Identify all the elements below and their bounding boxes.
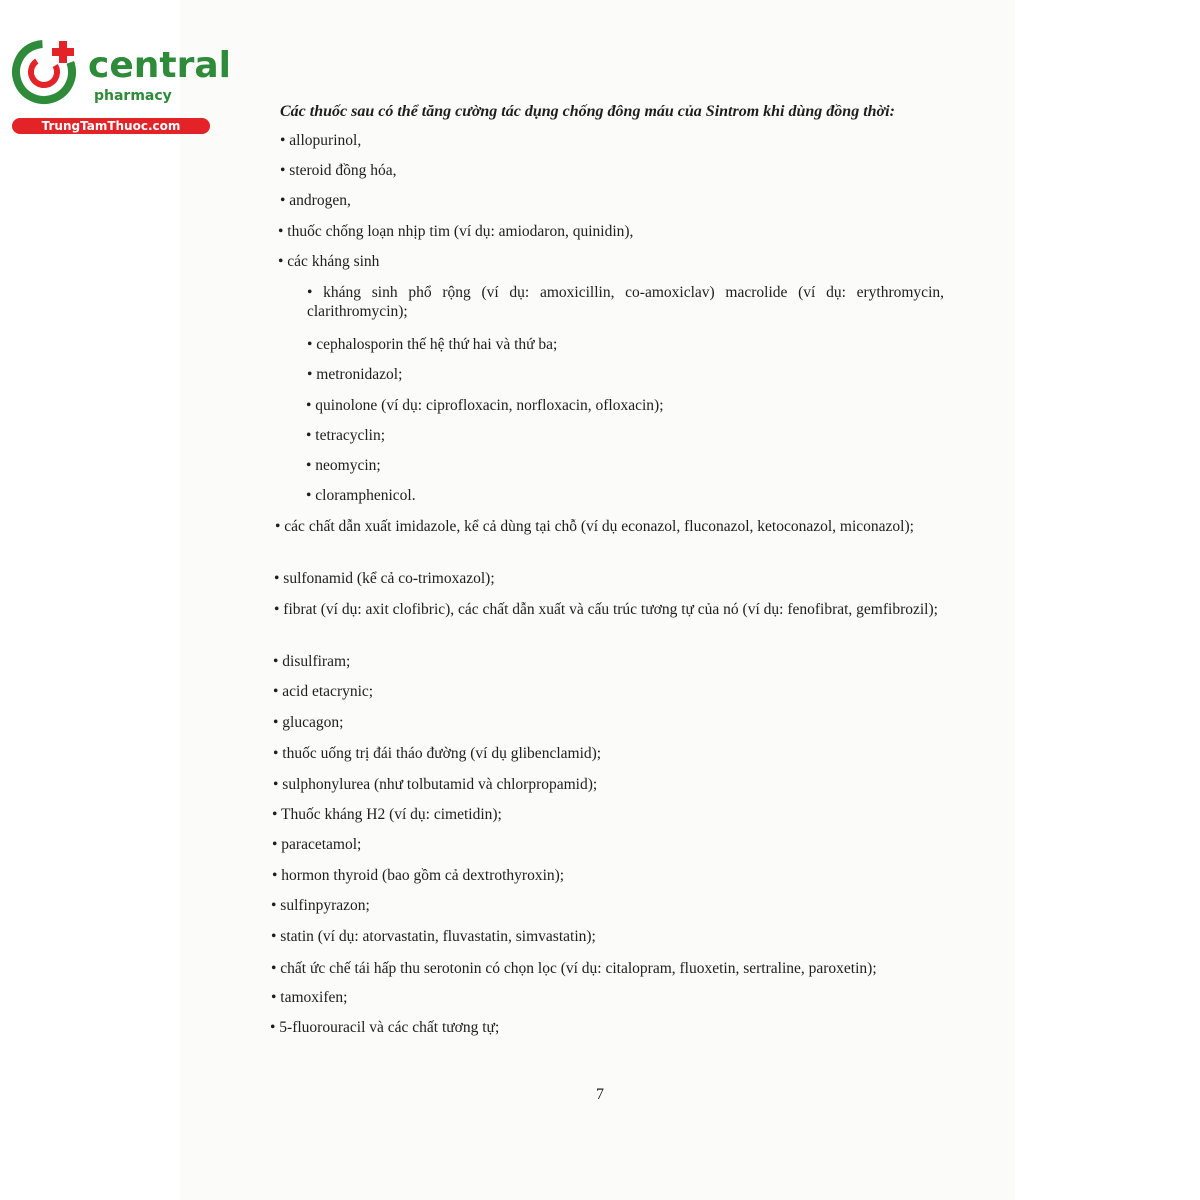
sub-list-item: • cloramphenicol. <box>306 487 416 504</box>
list-item: • paracetamol; <box>272 836 362 853</box>
sub-list-item: • kháng sinh phổ rộng (ví dụ: amoxicillin, co-amoxiclav) macrolide (ví dụ: erythromycin, clarithromycin); <box>307 284 944 320</box>
brand-url-badge[interactable]: TrungTamThuoc.com <box>12 118 210 134</box>
page-number: 7 <box>596 1086 604 1103</box>
list-item: • glucagon; <box>273 714 344 731</box>
list-item: • androgen, <box>280 192 351 209</box>
list-item: • chất ức chế tái hấp thu serotonin có chọn lọc (ví dụ: citalopram, fluoxetin, sertraline, paroxetin); <box>271 960 877 977</box>
list-item: • fibrat (ví dụ: axit clofibric), các chất dẫn xuất và cấu trúc tương tự của nó (ví dụ: fenofibrat, gemfibrozil); <box>274 601 938 618</box>
list-item: • steroid đồng hóa, <box>280 162 397 179</box>
sub-list-item: • cephalosporin thế hệ thứ hai và thứ ba; <box>307 336 558 353</box>
list-item: • acid etacrynic; <box>273 683 374 700</box>
sub-list-item: • tetracyclin; <box>306 427 386 444</box>
list-item: • 5-fluorouracil và các chất tương tự; <box>270 1019 500 1036</box>
sub-list-item: • neomycin; <box>306 457 381 474</box>
list-item: • sulfinpyrazon; <box>271 897 370 914</box>
list-item: • sulfonamid (kể cả co-trimoxazol); <box>274 570 495 587</box>
sub-list-item: • quinolone (ví dụ: ciprofloxacin, norfloxacin, ofloxacin); <box>306 397 664 414</box>
list-item: • Thuốc kháng H2 (ví dụ: cimetidin); <box>272 806 502 823</box>
list-item: • allopurinol, <box>280 132 362 149</box>
list-item: • tamoxifen; <box>271 989 348 1006</box>
sub-list-item: • metronidazol; <box>307 366 403 383</box>
list-item: • statin (ví dụ: atorvastatin, fluvastatin, simvastatin); <box>271 928 596 945</box>
section-heading: Các thuốc sau có thể tăng cường tác dụng chống đông máu của Sintrom khi dùng đồng thời: <box>280 103 895 120</box>
list-item: • thuốc uống trị đái tháo đường (ví dụ glibenclamid); <box>273 745 602 762</box>
list-item: • thuốc chống loạn nhịp tim (ví dụ: amiodaron, quinidin), <box>278 223 634 240</box>
pharmacy-cross-icon <box>10 36 90 116</box>
list-item: • các kháng sinh <box>278 253 380 270</box>
brand-subtitle: pharmacy <box>94 88 172 104</box>
brand-name: central <box>88 45 231 86</box>
list-item: • disulfiram; <box>273 653 351 670</box>
faded-stamp-mark <box>998 352 1028 502</box>
list-item: • các chất dẫn xuất imidazole, kể cả dùng tại chỗ (ví dụ econazol, fluconazol, ketoconazol, miconazol); <box>275 518 914 535</box>
list-item: • sulphonylurea (như tolbutamid và chlorpropamid); <box>273 776 598 793</box>
central-pharmacy-logo[interactable] <box>10 36 231 136</box>
list-item: • hormon thyroid (bao gồm cả dextrothyroxin); <box>272 867 565 884</box>
